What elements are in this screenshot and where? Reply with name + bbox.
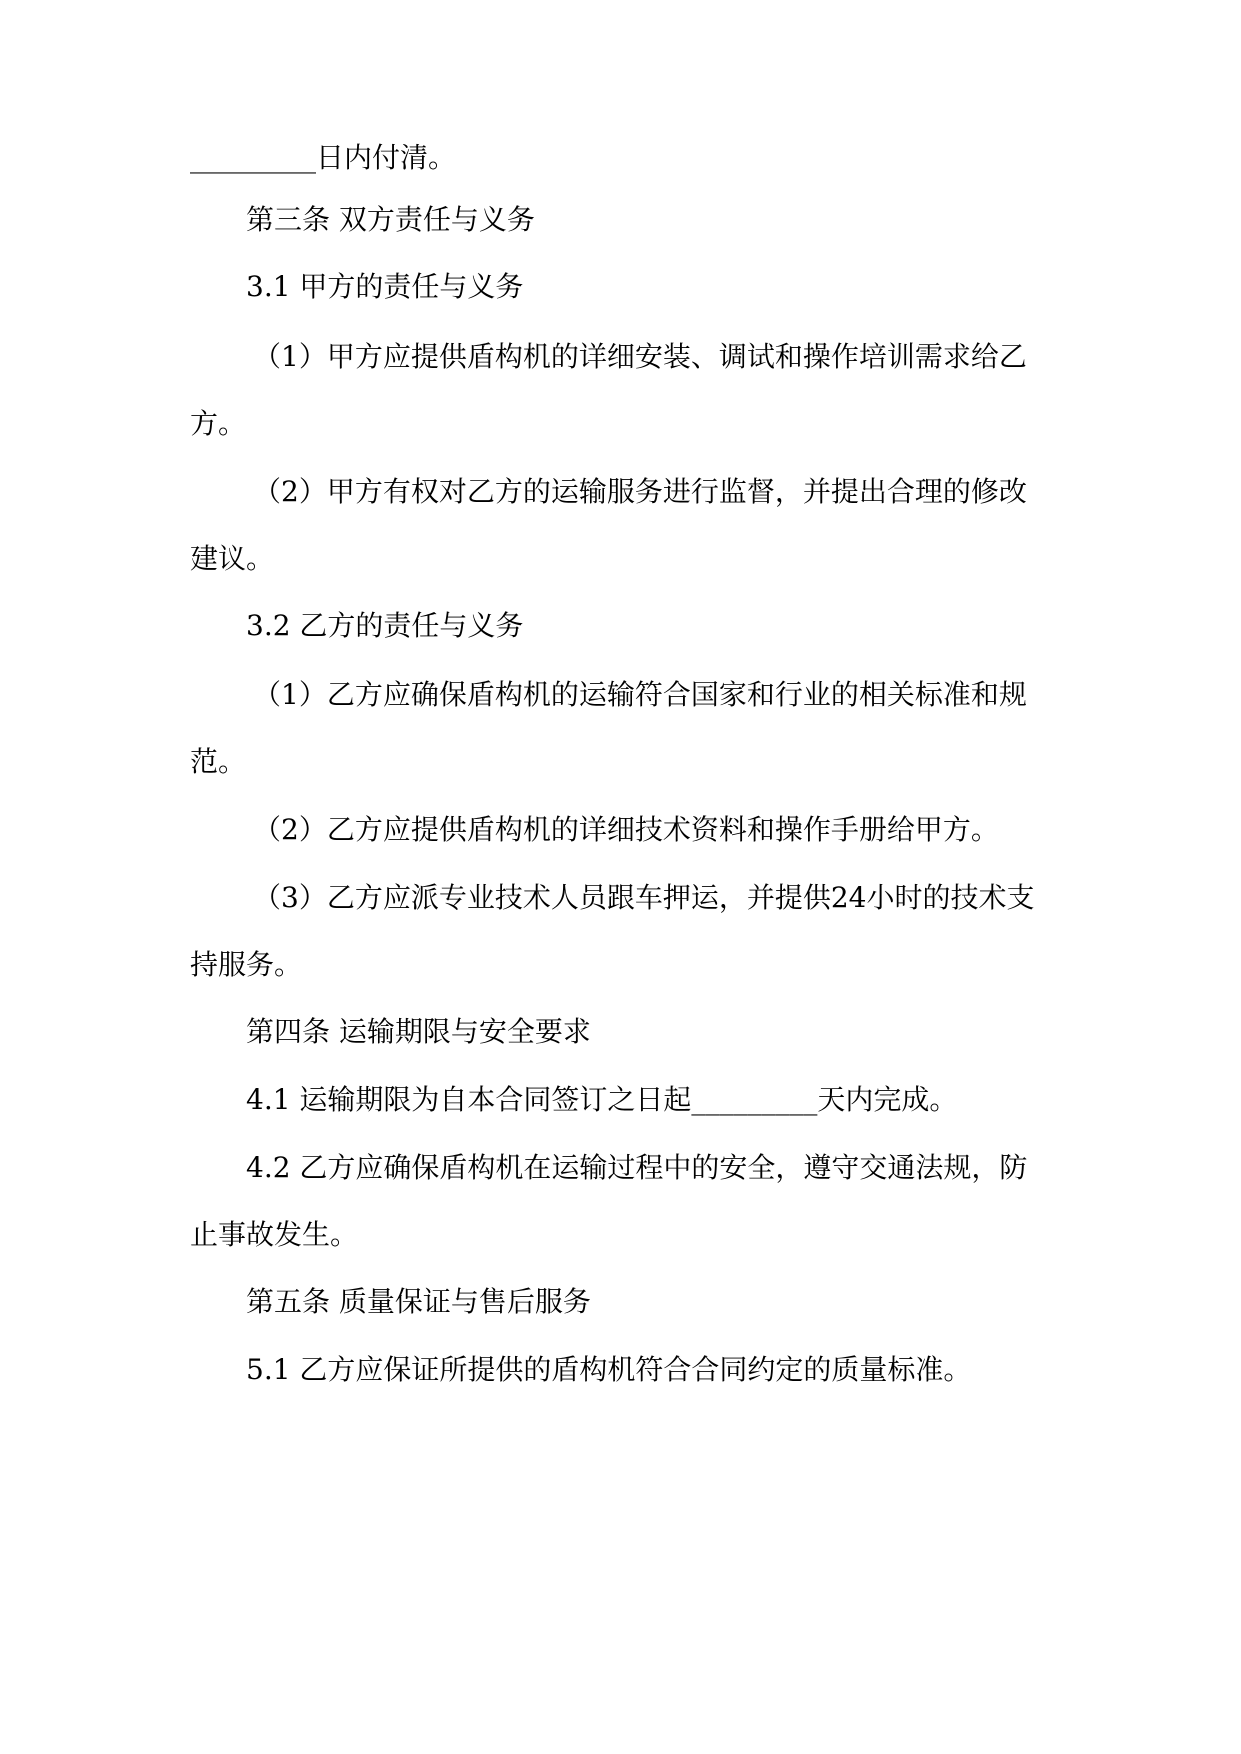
clause-3-1-item-2-cont: 建议。 [190,542,275,575]
clause-3-2-item-1-cont: 范。 [190,745,247,778]
clause-3-1-heading: 3.1 甲方的责任与义务 [246,270,524,303]
clause-3-2-item-3: （3）乙方应派专业技术人员跟车押运，并提供24小时的技术支 [253,881,1035,914]
payment-deadline-line: _________日内付清。 [190,141,457,174]
clause-3-2-item-1: （1）乙方应确保盾构机的运输符合国家和行业的相关标准和规 [253,678,1027,711]
clause-3-2-item-2: （2）乙方应提供盾构机的详细技术资料和操作手册给甲方。 [253,813,999,846]
clause-3-1-item-2: （2）甲方有权对乙方的运输服务进行监督，并提出合理的修改 [253,475,1027,508]
clause-4-2-cont: 止事故发生。 [190,1218,359,1251]
clause-3-2-item-3-cont: 持服务。 [190,948,303,981]
clause-4-2: 4.2 乙方应确保盾构机在运输过程中的安全，遵守交通法规，防 [246,1151,1028,1184]
clause-4-1: 4.1 运输期限为自本合同签订之日起_________天内完成。 [246,1083,958,1116]
article-5-heading: 第五条 质量保证与售后服务 [246,1285,591,1318]
clause-3-1-item-1: （1）甲方应提供盾构机的详细安装、调试和操作培训需求给乙 [253,340,1027,373]
article-4-heading: 第四条 运输期限与安全要求 [246,1015,591,1048]
clause-3-1-item-1-cont: 方。 [190,407,247,440]
clause-3-2-heading: 3.2 乙方的责任与义务 [246,609,524,642]
article-3-heading: 第三条 双方责任与义务 [246,203,535,236]
clause-5-1: 5.1 乙方应保证所提供的盾构机符合合同约定的质量标准。 [246,1353,972,1386]
